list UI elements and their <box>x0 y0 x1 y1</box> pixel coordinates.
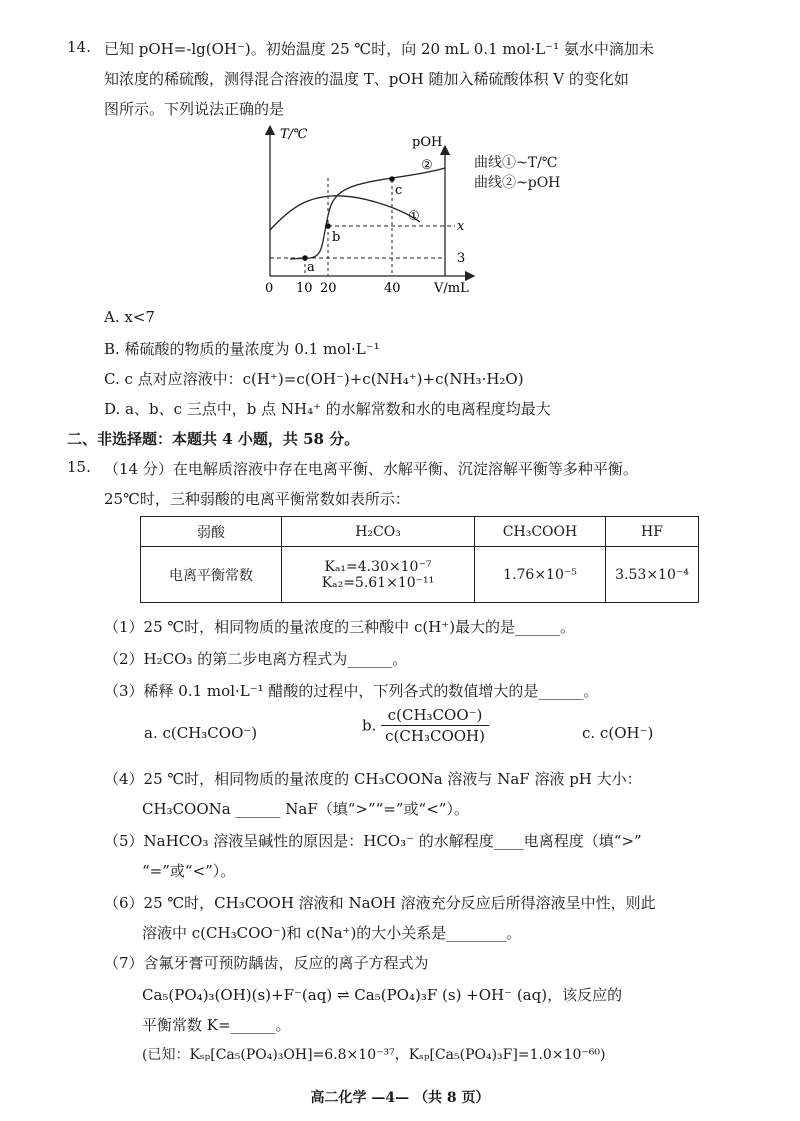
q14-stem-line2: 知浓度的稀硫酸，测得混合溶液的温度 T、pOH 随加入稀硫酸体积 V 的变化如 <box>104 70 629 88</box>
x-tick-40: 40 <box>384 281 401 296</box>
curve-2-pOH <box>290 168 445 259</box>
option-b-fraction <box>381 706 489 745</box>
y-tick-x: x <box>457 219 465 234</box>
q15-intro-line2: 25℃时，三种弱酸的电离平衡常数如表所示： <box>104 490 410 508</box>
question-15-number: 15. <box>67 458 91 476</box>
point-c <box>389 176 395 182</box>
x-axis-label: V/mL <box>434 281 469 296</box>
table-row-label: 电离平衡常数 <box>141 547 282 603</box>
q15-part-6-line1: （6）25 ℃时，CH₃COOH 溶液和 NaOH 溶液充分反应后所得溶液呈中性，则此 <box>104 894 656 912</box>
table-header-ch3cooh: CH₃COOH <box>475 517 606 547</box>
q15-part-7-line1: （7）含氟牙膏可预防龋齿，反应的离子方程式为 <box>104 954 429 972</box>
section-2-heading: 二、非选择题：本题共 4 小题，共 58 分。 <box>67 430 360 448</box>
ka2-value: Kₐ₂=5.61×10⁻¹¹ <box>321 574 435 591</box>
q14-stem-line1: 已知 pOH=-lg(OH⁻)。初始温度 25 ℃时，向 20 mL 0.1 mol·L⁻¹ 氨水中滴加未 <box>104 40 654 58</box>
q14-figure <box>250 118 590 304</box>
ka1-value: Kₐ₁=4.30×10⁻⁷ <box>324 558 432 575</box>
table-cell-h2co3 <box>282 547 475 603</box>
table-header-label: 弱酸 <box>141 517 282 547</box>
q15-part-1: （1）25 ℃时，相同物质的量浓度的三种酸中 c(H⁺)最大的是______。 <box>104 618 576 636</box>
ionization-constant-table <box>140 516 699 603</box>
legend-curve-1: 曲线①~T/℃ <box>474 155 558 171</box>
q15-part-7-line3: 平衡常数 K=______。 <box>142 1016 291 1034</box>
q14-option-c: C. c 点对应溶液中：c(H⁺)=c(OH⁻)+c(NH₄⁺)+c(NH₃·H₂O) <box>104 370 524 388</box>
x-tick-10: 10 <box>296 281 313 296</box>
curve-2-mark: ② <box>421 158 433 173</box>
point-b <box>325 223 331 229</box>
question-14-number: 14. <box>67 38 91 56</box>
q15-part-3-option-a: a. c(CH₃COO⁻) <box>144 724 258 742</box>
table-cell-ch3cooh: 1.76×10⁻⁵ <box>475 547 606 603</box>
fraction-numerator: c(CH₃COO⁻) <box>381 706 489 726</box>
q15-part-3-option-b <box>362 706 489 745</box>
x-tick-20: 20 <box>320 281 337 296</box>
right-axis-label: pOH <box>412 135 443 150</box>
x-tick-0: 0 <box>265 281 274 296</box>
q15-part-3-option-c: c. c(OH⁻) <box>582 724 654 742</box>
q14-option-a: A. x<7 <box>104 308 155 326</box>
curve-1-mark: ① <box>408 209 420 224</box>
page-footer: 高二化学 —4— （共 8 页） <box>310 1090 490 1106</box>
legend-curve-2: 曲线②~pOH <box>474 175 561 191</box>
fraction-denominator: c(CH₃COOH) <box>385 727 485 745</box>
q15-part-5-line1: （5）NaHCO₃ 溶液呈碱性的原因是：HCO₃⁻ 的水解程度____电离程度（填“>” <box>104 832 642 850</box>
q15-intro-line1: （14 分）在电解质溶液中存在电离平衡、水解平衡、沉淀溶解平衡等多种平衡。 <box>104 460 638 478</box>
left-axis-label: T/℃ <box>280 127 308 142</box>
q15-part-7-known: (已知：Kₛₚ[Ca₅(PO₄)₃OH]=6.8×10⁻³⁷，Kₛₚ[Ca₅(PO₄)₃F]=1.0×10⁻⁶⁰) <box>142 1047 606 1063</box>
q15-part-6-line2: 溶液中 c(CH₃COO⁻)和 c(Na⁺)的大小关系是________。 <box>142 924 522 942</box>
point-b-label: b <box>332 230 341 245</box>
option-b-prefix: b. <box>362 716 377 735</box>
y-tick-3: 3 <box>457 251 466 266</box>
table-cell-hf: 3.53×10⁻⁴ <box>606 547 699 603</box>
table-header-h2co3: H₂CO₃ <box>282 517 475 547</box>
q14-option-b: B. 稀硫酸的物质的量浓度为 0.1 mol·L⁻¹ <box>104 340 380 358</box>
q15-part-5-line2: “=”或“<”）。 <box>142 862 236 880</box>
q15-part-2: （2）H₂CO₃ 的第二步电离方程式为______。 <box>104 650 408 668</box>
point-c-label: c <box>395 183 403 198</box>
q15-part-4-line2: CH₃COONa ______ NaF（填“>”“=”或“<”）。 <box>142 800 469 818</box>
q14-stem-line3: 图所示。下列说法正确的是 <box>104 100 285 118</box>
q15-part-7-equation: Ca₅(PO₄)₃(OH)(s)+F⁻(aq) ⇌ Ca₅(PO₄)₃F (s) +OH⁻ (aq)，该反应的 <box>142 986 623 1004</box>
curve-1-temperature <box>270 196 420 230</box>
table-header-hf: HF <box>606 517 699 547</box>
q14-option-d: D. a、b、c 三点中，b 点 NH₄⁺ 的水解常数和水的电离程度均最大 <box>104 400 551 418</box>
q15-part-3: （3）稀释 0.1 mol·L⁻¹ 醋酸的过程中，下列各式的数值增大的是______。 <box>104 682 599 700</box>
point-a-label: a <box>307 260 315 275</box>
q15-part-4-line1: （4）25 ℃时，相同物质的量浓度的 CH₃COONa 溶液与 NaF 溶液 pH 大小： <box>104 770 642 788</box>
